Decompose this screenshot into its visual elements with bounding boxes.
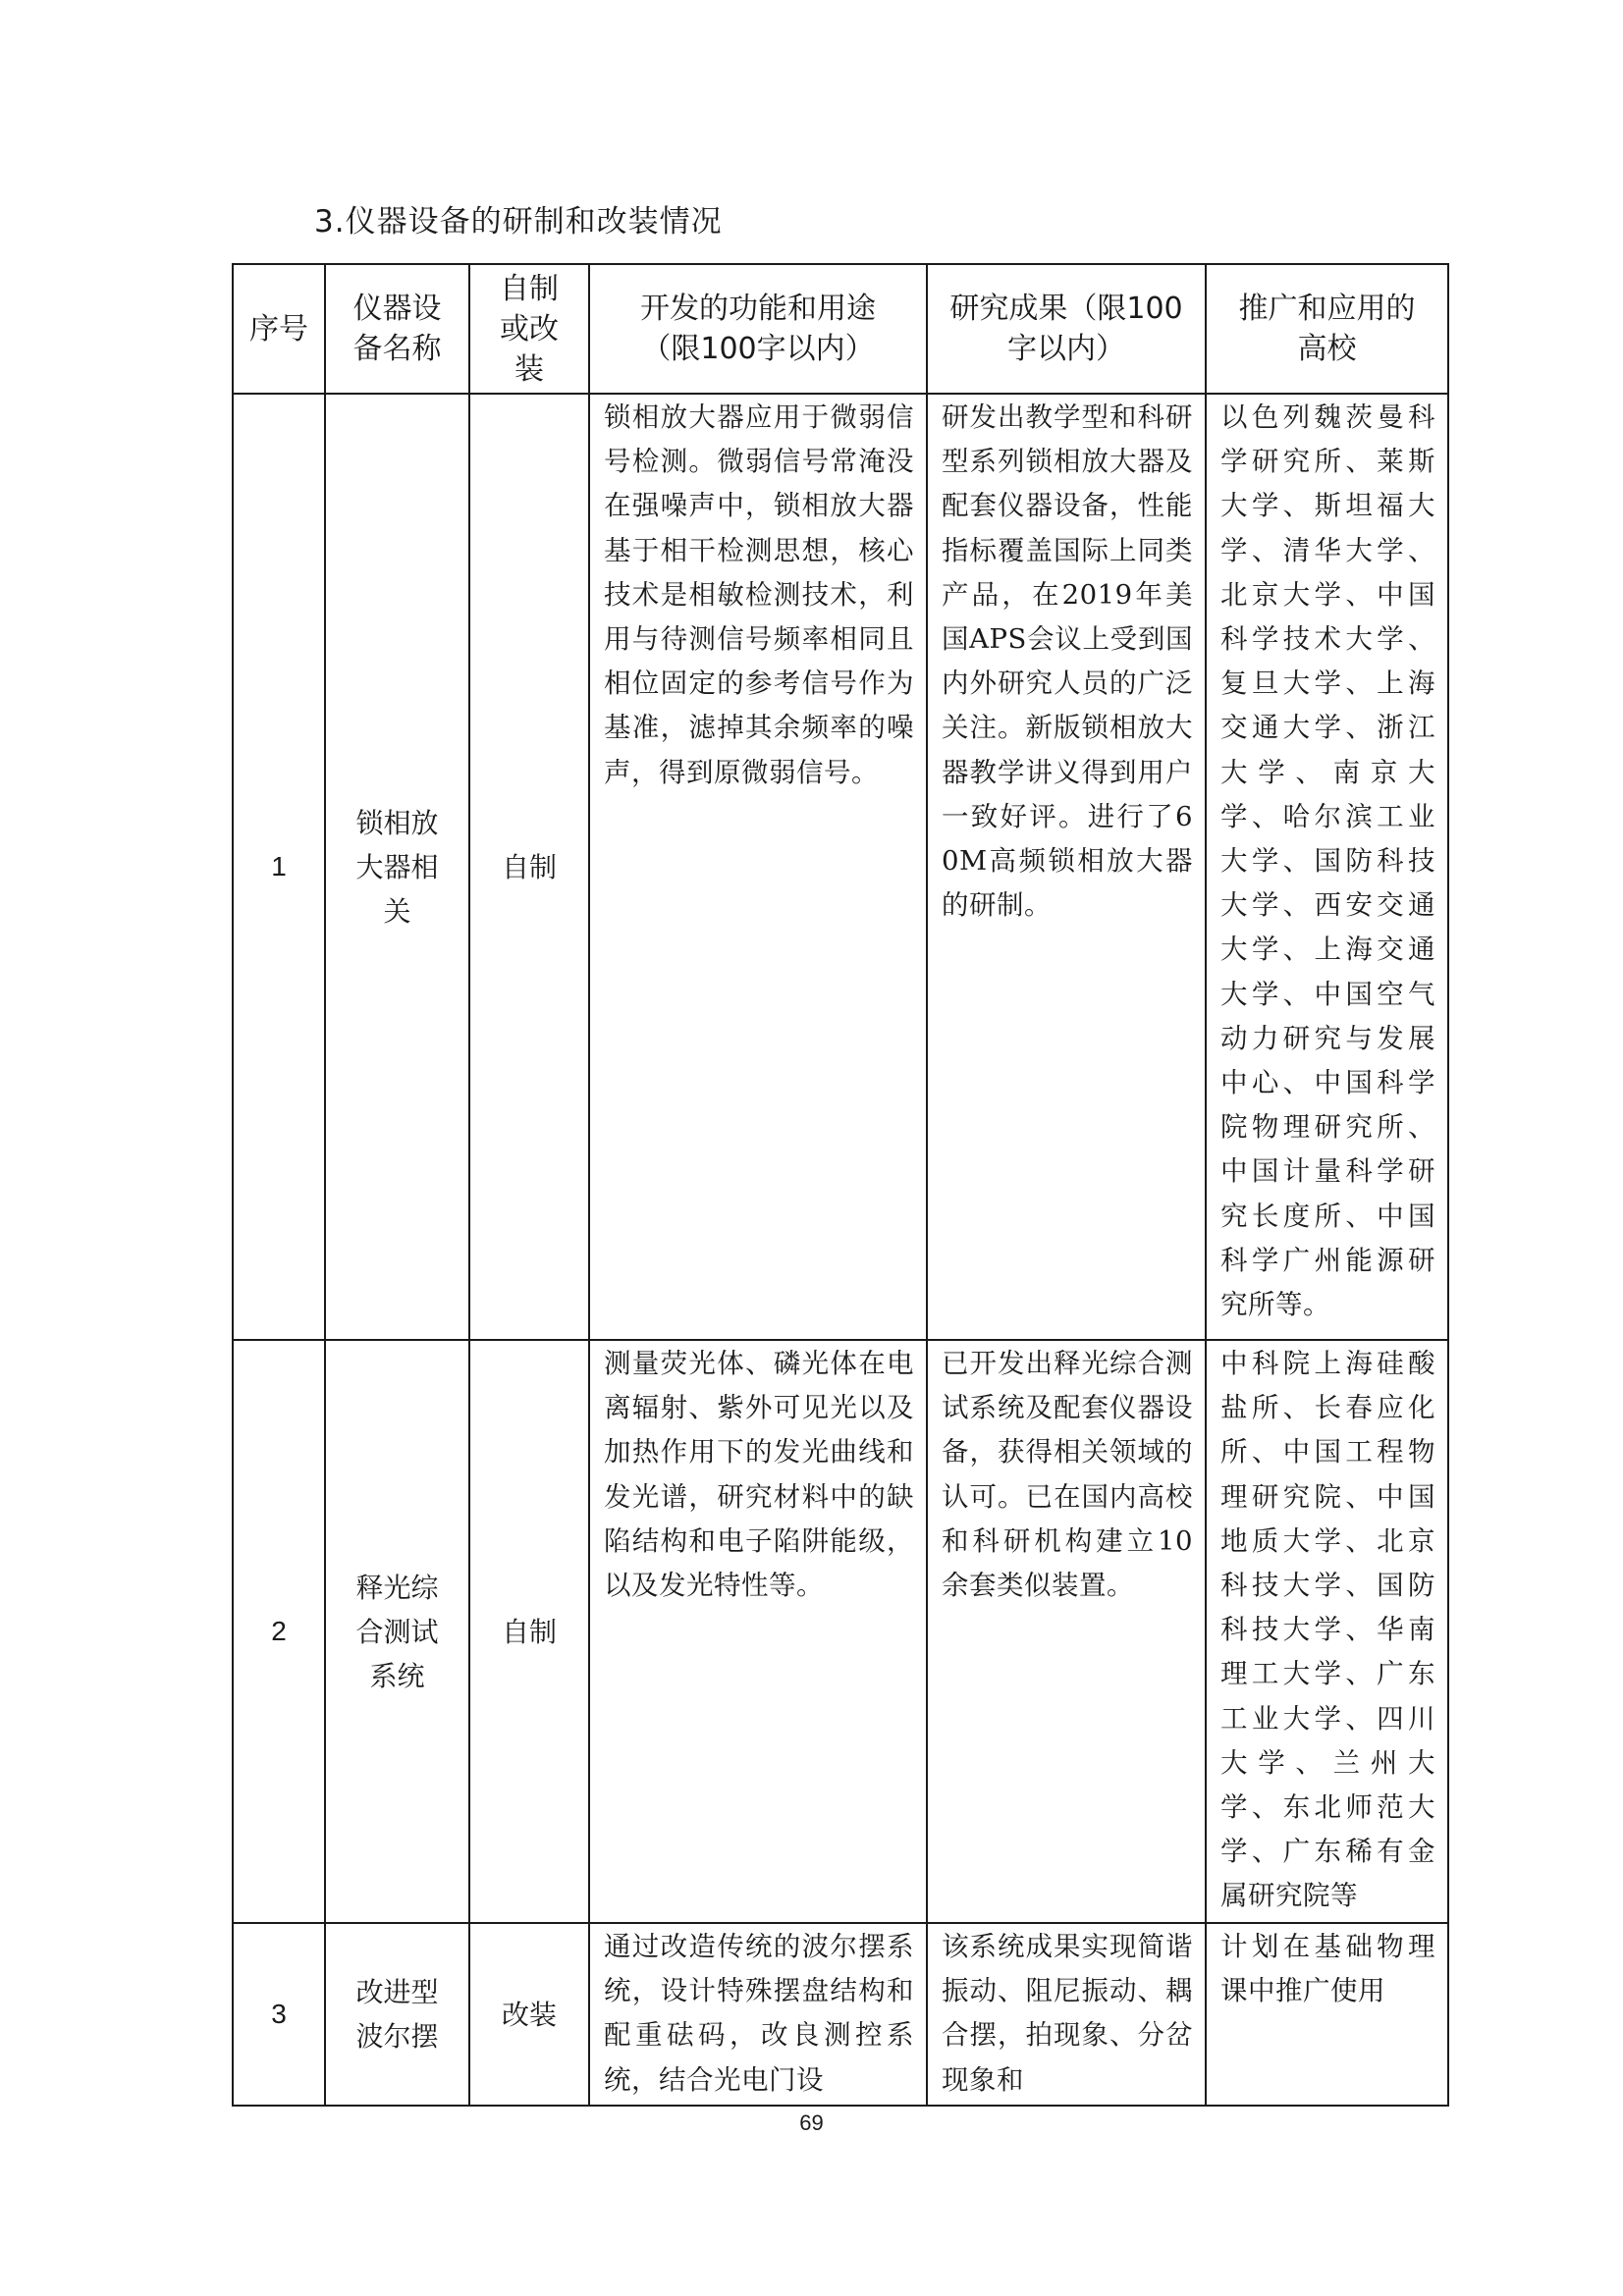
row-type: 自制	[469, 394, 589, 1340]
table-row	[233, 394, 1448, 1340]
row-index: 1	[233, 394, 325, 1340]
row-index: 2	[233, 1340, 325, 1923]
row-results: 研发出教学型和科研型系列锁相放大器及配套仪器设备，性能指标覆盖国际上同类产品，在2019年美国APS会议上受到国内外研究人员的广泛关注。新版锁相放大器教学讲义得到用户一致好评。进行了60M高频锁相放大器的研制。	[927, 394, 1206, 1340]
row-universities: 以色列魏茨曼科学研究所、莱斯大学、斯坦福大学、清华大学、北京大学、中国科学技术大学、复旦大学、上海交通大学、浙江大学、南京大学、哈尔滨工业大学、国防科技大学、西安交通大学、上海交通大学、中国空气动力研究与发展中心、中国科学院物理研究所、中国计量科学研究长度所、中国科学广州能源研究所等。	[1206, 394, 1448, 1340]
equipment-table	[232, 263, 1449, 2107]
row-universities: 计划在基础物理课中推广使用	[1206, 1923, 1448, 2106]
row-name: 锁相放大器相关	[325, 394, 469, 1340]
row-results: 该系统成果实现简谐振动、阻尼振动、耦合摆，拍现象、分岔现象和	[927, 1923, 1206, 2106]
header-results: 研究成果（限100字以内）	[927, 264, 1206, 394]
header-function: 开发的功能和用途（限100字以内）	[589, 264, 927, 394]
section-title: 3.仪器设备的研制和改装情况	[314, 204, 723, 240]
row-function: 通过改造传统的波尔摆系统，设计特殊摆盘结构和配重砝码，改良测控系统，结合光电门设	[589, 1923, 927, 2106]
row-index: 3	[233, 1923, 325, 2106]
row-type: 改装	[469, 1923, 589, 2106]
row-function: 锁相放大器应用于微弱信号检测。微弱信号常淹没在强噪声中，锁相放大器基于相干检测思想，核心技术是相敏检测技术，利用与待测信号频率相同且相位固定的参考信号作为基准，滤掉其余频率的噪声，得到原微弱信号。	[589, 394, 927, 1340]
row-universities: 中科院上海硅酸盐所、长春应化所、中国工程物理研究院、中国地质大学、北京科技大学、国防科技大学、华南理工大学、广东工业大学、四川大学、兰州大学、东北师范大学、广东稀有金属研究院等	[1206, 1340, 1448, 1923]
table-row	[233, 1340, 1448, 1923]
page-number: 69	[799, 2110, 824, 2135]
row-results: 已开发出释光综合测试系统及配套仪器设备，获得相关领域的认可。已在国内高校和科研机构建立10余套类似装置。	[927, 1340, 1206, 1923]
header-type: 自制或改装	[469, 264, 589, 394]
row-type: 自制	[469, 1340, 589, 1923]
table-header-row	[233, 264, 1448, 394]
row-function: 测量荧光体、磷光体在电离辐射、紫外可见光以及加热作用下的发光曲线和发光谱，研究材料中的缺陷结构和电子陷阱能级，以及发光特性等。	[589, 1340, 927, 1923]
header-universities: 推广和应用的高校	[1206, 264, 1448, 394]
row-name: 改进型波尔摆	[325, 1923, 469, 2106]
table-row	[233, 1923, 1448, 2106]
row-name: 释光综合测试系统	[325, 1340, 469, 1923]
header-name: 仪器设备名称	[325, 264, 469, 394]
header-index: 序号	[233, 264, 325, 394]
